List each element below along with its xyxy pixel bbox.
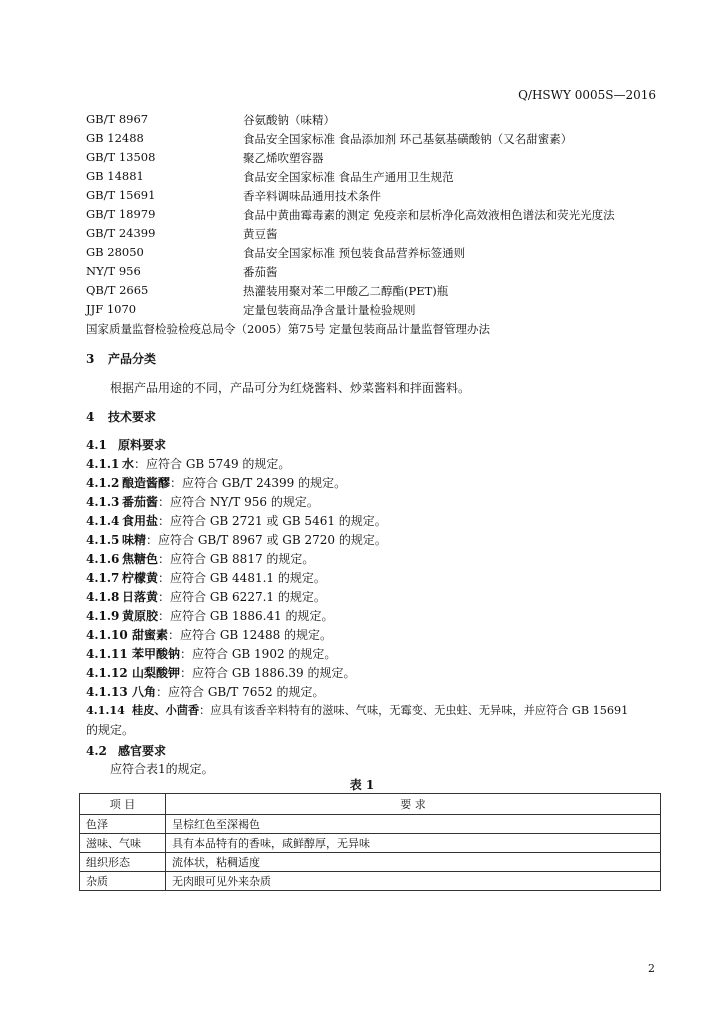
material-item	[86, 626, 332, 643]
item-text: ：应符合 GB/T 24399 的规定。	[170, 476, 347, 490]
item-name: 苯甲酸钠	[132, 647, 181, 661]
item-name: 味精	[122, 533, 147, 547]
item-number: 4.1.3	[86, 495, 120, 509]
item-text: ：应符合 GB 8817 的规定。	[158, 552, 315, 566]
subsection-title: 原料要求	[118, 438, 167, 452]
table-cell-item: 色泽	[80, 815, 166, 834]
item-text: ：应符合 GB 1886.39 的规定。	[180, 666, 356, 680]
table-header-row	[80, 794, 661, 815]
item-text: ：应符合 GB/T 8967 或 GB 2720 的规定。	[146, 533, 387, 547]
table-cell-requirement: 呈棕红色至深褐色	[166, 815, 661, 834]
reference-code: NY/T 956	[86, 264, 141, 278]
subsection-number: 4.1	[86, 438, 107, 452]
reference-title: 谷氨酸钠（味精）	[243, 113, 335, 127]
material-item	[86, 531, 387, 548]
reference-code: JJF 1070	[86, 302, 137, 316]
item-number: 4.1.4	[86, 514, 120, 528]
reference-code: GB/T 8967	[86, 112, 149, 126]
table-cell-item: 组织形态	[80, 853, 166, 872]
reference-code: GB/T 24399	[86, 226, 156, 240]
subsection-4-1-heading	[86, 436, 166, 453]
section-title: 产品分类	[108, 352, 157, 366]
reference-regulation: 国家质量监督检验检疫总局令（2005）第75号 定量包装商品计量监督管理办法	[86, 322, 491, 336]
item-name: 山梨酸钾	[132, 666, 181, 680]
reference-title: 食品安全国家标准 食品生产通用卫生规范	[243, 170, 454, 184]
material-item	[86, 474, 346, 491]
item-number: 4.1.6	[86, 552, 120, 566]
table-cell-requirement: 具有本品特有的香味，咸鲜醇厚，无异味	[166, 834, 661, 853]
item-name: 桂皮、小茴香	[132, 703, 200, 717]
table-caption: 表 1	[349, 778, 375, 792]
item-number: 4.1.13	[86, 685, 128, 699]
item-text: ：应符合 NY/T 956 的规定。	[158, 495, 319, 509]
item-number: 4.1.14	[86, 703, 125, 717]
item-number: 4.1.2	[86, 476, 120, 490]
page-number: 2	[648, 962, 655, 975]
reference-title: 食品安全国家标准 食品添加剂 环己基氨基磺酸钠（又名甜蜜素）	[243, 132, 573, 146]
table-cell-item: 杂质	[80, 872, 166, 891]
item-text: ：应符合 GB 5749 的规定。	[134, 457, 291, 471]
item-text: ：应符合 GB 1886.41 的规定。	[158, 609, 334, 623]
table-row	[80, 815, 661, 834]
section-number: 4	[86, 410, 95, 424]
reference-title: 香辛料调味品通用技术条件	[243, 189, 381, 203]
item-text: ：应符合 GB/T 7652 的规定。	[156, 685, 325, 699]
material-item-continuation: 的规定。	[86, 723, 135, 737]
subsection-number: 4.2	[86, 744, 107, 758]
item-number: 4.1.7	[86, 571, 120, 585]
reference-code: GB/T 15691	[86, 188, 156, 202]
material-item	[86, 645, 336, 662]
item-name: 八角	[132, 685, 157, 699]
item-text: ：应符合 GB 4481.1 的规定。	[158, 571, 326, 585]
reference-title: 聚乙烯吹塑容器	[243, 151, 324, 165]
material-item	[86, 588, 326, 605]
item-name: 食用盐	[122, 514, 159, 528]
item-number: 4.1.10	[86, 628, 128, 642]
material-item	[86, 702, 628, 718]
item-number: 4.1.5	[86, 533, 120, 547]
subsection-title: 感官要求	[118, 744, 167, 758]
material-item	[86, 683, 324, 700]
item-number: 4.1.1	[86, 457, 120, 471]
item-text: ：应符合 GB 1902 的规定。	[180, 647, 337, 661]
item-name: 甜蜜素	[132, 628, 169, 642]
sensory-requirements-table	[79, 793, 661, 891]
item-text: ：应具有该香辛料特有的滋味、气味，无霉变、无虫蛀、无异味，并应符合 GB 15691	[199, 704, 629, 717]
material-item	[86, 455, 290, 472]
reference-code: GB 14881	[86, 169, 144, 183]
section-number: 3	[86, 352, 95, 366]
section-title: 技术要求	[108, 410, 157, 424]
material-item	[86, 550, 314, 567]
reference-title: 定量包装商品净含量计量检验规则	[243, 303, 416, 317]
reference-code: GB/T 18979	[86, 207, 156, 221]
table-row	[80, 872, 661, 891]
item-text: ：应符合 GB 12488 的规定。	[168, 628, 333, 642]
material-item	[86, 569, 326, 586]
table-row	[80, 853, 661, 872]
item-text: ：应符合 GB 2721 或 GB 5461 的规定。	[158, 514, 387, 528]
document-code: Q/HSWY 0005S—2016	[518, 88, 656, 102]
subsection-4-2-text: 应符合表1的规定。	[110, 762, 214, 776]
column-header-item: 项 目	[80, 794, 166, 815]
item-name: 柠檬黄	[122, 571, 159, 585]
material-item	[86, 664, 356, 681]
item-text: ：应符合 GB 6227.1 的规定。	[158, 590, 326, 604]
table-cell-item: 滋味、气味	[80, 834, 166, 853]
item-name: 黄原胶	[122, 609, 159, 623]
item-name: 焦糖色	[122, 552, 159, 566]
reference-title: 黄豆酱	[243, 227, 278, 241]
material-item	[86, 512, 387, 529]
section-3-text: 根据产品用途的不同，产品可分为红烧酱料、炒菜酱料和拌面酱料。	[110, 381, 471, 395]
item-number: 4.1.9	[86, 609, 120, 623]
section-4-heading	[86, 408, 156, 425]
reference-code: GB/T 13508	[86, 150, 156, 164]
table-cell-requirement: 无肉眼可见外来杂质	[166, 872, 661, 891]
item-number: 4.1.12	[86, 666, 128, 680]
item-name: 日落黄	[122, 590, 159, 604]
reference-title: 番茄酱	[243, 265, 278, 279]
item-name: 水	[122, 457, 135, 471]
reference-title: 食品中黄曲霉毒素的测定 免疫亲和层析净化高效液相色谱法和荧光光度法	[243, 208, 615, 222]
subsection-4-2-heading	[86, 742, 166, 759]
reference-code: GB 12488	[86, 131, 144, 145]
reference-title: 食品安全国家标准 预包装食品营养标签通则	[243, 246, 466, 260]
material-item	[86, 493, 319, 510]
reference-code: GB 28050	[86, 245, 144, 259]
item-name: 酿造酱醪	[122, 476, 171, 490]
table-row	[80, 834, 661, 853]
section-3-heading	[86, 350, 156, 367]
item-number: 4.1.11	[86, 647, 128, 661]
item-number: 4.1.8	[86, 590, 120, 604]
material-item	[86, 607, 334, 624]
item-name: 番茄酱	[122, 495, 159, 509]
column-header-requirement: 要 求	[166, 794, 661, 815]
reference-code: QB/T 2665	[86, 283, 149, 297]
table-cell-requirement: 流体状，粘稠适度	[166, 853, 661, 872]
reference-title: 热灌装用聚对苯二甲酸乙二醇酯(PET)瓶	[243, 284, 449, 298]
